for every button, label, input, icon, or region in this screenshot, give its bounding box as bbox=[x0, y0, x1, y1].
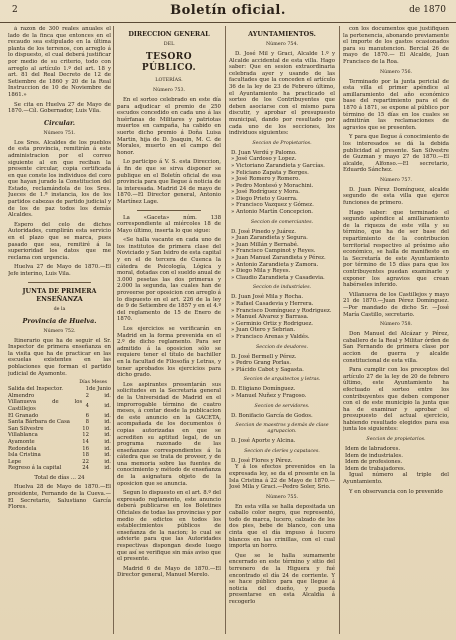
paragraph: Los ejercicios se verificarán en Madrid en la forma prevenida en el 2.º de dicho reglamento. Para ser admitido á la oposicion sólo se requiere tener el título de bachiller en la facultad de Filosofía y Letras, y tener aprobados los ejercicios para dicho grado. bbox=[117, 326, 221, 379]
paragraph: Espero del celo de dichos Autoridades, cumplirán esta servicio en el plazo que se marca, pues pasado que sea, remitiré á la superioridad los datos que me reclama con urgencia. bbox=[8, 221, 111, 261]
list-item: » Manuel Nuñez y Fragoso. bbox=[231, 392, 307, 399]
list-item: » Germinio Ortiz y Rodriguez. bbox=[231, 320, 313, 327]
name-list bbox=[229, 294, 335, 340]
paragraph: D. Juan Pérez Domínguez, alcalde segundo de esta villa que ejerce funciones de primero. bbox=[343, 186, 449, 207]
list-item: Idem de industriales. bbox=[345, 452, 403, 459]
paragraph: Se cita en Huelva 27 de Mayo de 1870.—Cíl. Gobernador, Luis Vila. bbox=[8, 101, 111, 115]
list-item: » José Cardoso y Lopez. bbox=[231, 156, 297, 163]
list-item: D. Juan Verdú y Palomo. bbox=[231, 149, 297, 156]
list-item: » Juan Zarandieta y Segura. bbox=[231, 235, 308, 242]
list-item: » Rafael Casadevia y Herrera. bbox=[231, 301, 314, 307]
column-rule bbox=[339, 26, 340, 634]
list-item: » Claudio Zarandieta y Casadevia. bbox=[231, 274, 325, 281]
column-3 bbox=[229, 26, 335, 636]
itinerary-table bbox=[8, 386, 111, 472]
page-title: Boletín oficial. bbox=[170, 3, 286, 18]
paragraph: Huelva 27 de Mayo de 1870.—El Jefe interino, Luis Vila. bbox=[8, 264, 111, 277]
paragraph: Madrid 6 de Mayo de 1870.—El Director general, Manuel Merelo. bbox=[117, 565, 221, 579]
table-row bbox=[8, 446, 111, 453]
table-cell-place: Santa Bárbara de Casa bbox=[8, 419, 70, 426]
section-subheading: LOTERÍAS. bbox=[155, 78, 183, 83]
list-item: Idem de labradores. bbox=[345, 446, 401, 453]
notice-number: Número 756. bbox=[379, 69, 413, 75]
paragraph: Que se le halla sumamente encerrado en este término y sitio del terrenero de la Higuera y fué encontrado el día 24 de corriente. Y se hace público para que llegue á noticia del dueño, y pueda presentarse en esta Alcaldía á recogerlo bbox=[229, 552, 335, 605]
list-heading: Seccion de arquitectos y letras. bbox=[243, 377, 321, 383]
list-item: » José Rodríguez y Mora. bbox=[231, 189, 300, 196]
table-cell-month: id. bbox=[104, 412, 111, 419]
notice-number: Número 757. bbox=[379, 177, 413, 183]
table-cell-place: Salida del Inspector. bbox=[8, 386, 63, 393]
list-item: » Plácido Cabot y Sagasta. bbox=[231, 366, 304, 373]
table-cell-place: Lepe bbox=[8, 458, 22, 465]
table-cell-place: El Granado bbox=[8, 412, 39, 419]
table-cell-num: 6 bbox=[85, 412, 89, 419]
divider bbox=[137, 210, 201, 211]
paragraph: Los aspirantes presentarán sus solicitudes en la Secretaría general de la Universidad de Madrid en el improrrogable término de cuatro meses, á contar desde la publicacion de este anuncio en la GACETA, acompañada de los documentos ó copias autorizadas en que se acrediten su aptitud legal, de un programa razonado de las enseñanzas correspondientes á la cátedra que se trata de proveer, y de una memoria sobre las fuentes de conocimiento y método de enseñanza de la asignatura objeto de la oposicion que se anuncia. bbox=[117, 381, 221, 487]
table-cell-month: id. bbox=[104, 425, 111, 432]
paragraph: Y para que llegue á conocimiento de los interesados se dá la debida publicidad al presente. San Silvestre de Guzman y mayo 27 de 1870.—El alcalde, Alfonso.—El secretario, Eduardo Sánchez. bbox=[343, 134, 449, 174]
table-cell-place: Isla Cristina bbox=[8, 452, 41, 459]
table-cell-month: id. bbox=[104, 419, 111, 426]
list-item: D. Bonifacio García de Godos. bbox=[231, 412, 313, 419]
name-list bbox=[229, 229, 335, 282]
section-subheading: de la bbox=[53, 306, 66, 312]
paragraph: Lo participo á V. S. esta Direccion, á fin de que se sirva disponer se publique en el Boletín oficial de esa provincia para que llegue á noticia de la interesada. Madrid 24 de mayo de 1870.—El Director general, Antonio Martínez Lage. bbox=[117, 159, 221, 205]
section-heading: TESORO PÚBLICO. bbox=[141, 52, 197, 73]
table-cell-num: 18 bbox=[82, 452, 89, 459]
column-4 bbox=[343, 26, 449, 636]
paragraph: con los documentos que justifiquen la pertenencia, abonando previamente el importe de los gastos ocasionados para su manutencion. Bercial 26 de mayo de 1870.— El Alcalde, Juan Francisco de la Roa. bbox=[343, 26, 449, 65]
section-heading: DIRECCION GENERAL bbox=[128, 30, 210, 38]
list-item: D. José Aporte y Alcina. bbox=[231, 438, 296, 445]
itinerary-total: Total de días ... 24 bbox=[34, 474, 85, 481]
list-heading: Seccion de servidores. bbox=[254, 403, 310, 409]
table-cell-num: 8 bbox=[85, 419, 89, 426]
paragraph: Y en observancia con lo prevenido bbox=[349, 488, 443, 495]
table-cell-place: Almendro bbox=[8, 392, 35, 399]
table-cell-num: 10 bbox=[82, 425, 89, 432]
table-cell-month: id. bbox=[104, 465, 111, 472]
section-subheading: Provincia de Huelva. bbox=[22, 316, 97, 325]
list-item: D. Eligiano Domínguez. bbox=[231, 386, 296, 393]
table-cell-num: 1 bbox=[85, 386, 89, 393]
list-heading: Seccion de maestros y demás de clase agrupacion. bbox=[235, 423, 329, 435]
table-cell-month: id. bbox=[104, 445, 111, 452]
paragraph: Don Manuel del Alcázar y Pérez, caballero de la Real y Militar órden de San Fernando de primera clase por accion de guerra y alcalde constitucional de esta villa. bbox=[343, 331, 449, 364]
paragraph: á razon de 300 reales anuales el lado de la finca que entonces en el recaudo sea estipulado en la última planta de los terrenos, con arreglo á lo dispuesto, el cual deberá justificar por medio de su criterio, todo con arreglo al artículo 1.º del art. 18 y art. 81 del Real Decreto de 12 de Setiembre de 1860 y 20 de la Real Instruccion de 10 de Noviembre de 1861.» bbox=[8, 26, 111, 98]
table-cell-place: San Silvestre bbox=[8, 425, 44, 432]
table-row bbox=[8, 452, 111, 459]
table-cell-month: id. bbox=[104, 402, 111, 409]
list-item: » Pedro Montesó y Morachini. bbox=[231, 182, 314, 189]
list-item: Idem de profesiones. bbox=[345, 459, 403, 466]
paragraph: En el sorteo celebrado en este día para adjudicar el premio de 250 escudos concedido en cada uno á las huérfanas de Militares y patriotas muertos en campaña, ha cabido en suerte dicho premio á Doña Luisa Martin, hija de D. Joaquin, M. C. de Morales, muerto en el campo del honor. bbox=[117, 97, 221, 156]
paragraph: Y á los efectos prevenidos en la expresada ley, se da el presente en la Isla Cristina á 22 de Mayo de 1870.—José Mila y Graci.—Pedro Soler, Srio. bbox=[229, 464, 335, 491]
table-row bbox=[8, 399, 111, 412]
paragraph: La «Gaceta» núm. 138 correspondiente al miércoles 18 de Mayo último, inserta lo que sigue: bbox=[117, 214, 221, 234]
table-cell-num: 14 bbox=[82, 438, 89, 445]
notice-number: Número 753. bbox=[152, 88, 186, 93]
list-item: Idem de trabajadores. bbox=[345, 465, 406, 472]
table-row bbox=[8, 465, 111, 472]
list-item: » José Romero y Romero. bbox=[231, 176, 301, 183]
table-cell-num: 24 bbox=[82, 465, 89, 472]
header-date: de 1870 bbox=[409, 5, 446, 15]
paragraph: Los Sres. Alcaldes de los pueblos de esta provincia, remitirán á este administracion por el correo siguiente al en que reciban la presente circular, copia certificada en que conste los individuos del coro que hayan jurado la Constitucion del Estado, reclamándola de los Sres. Jueces de 1.ª instancia, los de los partidos cabezas de partido judicial y de los de paz todos los demás Alcaldes. bbox=[8, 139, 111, 219]
notice-number: Número 751. bbox=[43, 130, 76, 136]
table-cell-month: id. bbox=[104, 438, 111, 445]
paragraph: Segun lo dispuesto en el art. 8.º del expresado reglamento, este anuncio deberá publicarse en los Boletines Oficiales de todas las provincias y por medio de edictos en todos los establecimientos públicos de enseñanza de la nacion; lo cual se advierte para que las Autoridades respectivas dispongan desde luego que así se verifique sin más aviso que el presente. bbox=[117, 490, 221, 563]
list-item: D. José Bermell y Pérez. bbox=[231, 353, 297, 360]
list-item: » Juan Manuel Zarandieta y Pérez. bbox=[231, 255, 326, 262]
table-row bbox=[8, 432, 111, 439]
list-item: » Juan Millán y Bernabé. bbox=[231, 241, 299, 248]
name-list bbox=[229, 386, 335, 399]
column-2 bbox=[117, 26, 221, 636]
column-rule bbox=[225, 26, 226, 634]
list-item: » Francisco Campinot y Reyes. bbox=[231, 248, 316, 255]
table-cell-month: id. bbox=[104, 458, 111, 465]
table-cell-place: Villanueva de los Castillejos bbox=[8, 399, 83, 412]
paragraph: Huelva 28 de Mayo de 1870.—El presidente, Fernando de la Cueva.—El Secretario, Salustiano García Flores. bbox=[8, 484, 111, 511]
name-list bbox=[229, 354, 335, 374]
list-item: » Francisco Domínguez y Rodriguez. bbox=[231, 307, 332, 314]
paragraph: «Se halla vacante en cada uno de los institutos de primera clase del Noviciado y San Isidro de esta capital y en el de tercera de Cuenca la cátedra de Psicología, Lógica y moral, dotadas con el sueldo anual de 3.000 pesetas las dos primeras y 2.000 la segunda, las cuales han de proveerse por oposicion con arreglo á lo dispuesto en el art. 226 de la ley de 9 de Setiembre de 1857 y en el 4.º del reglamento de 15 de Enero de 1870. bbox=[117, 237, 221, 323]
notice-number: Número 754. bbox=[265, 42, 299, 47]
paragraph: Para cumplir con los preceptos del artículo 27 de la ley de 20 de febrero último, este Ayuntamiento ha efectuado el sorteo entre los contribuyentes que deben componer con el de este municipio la junta que ha de examinar y aprobar el presupuesto del actual ejercicio, habiendo resultado elegidos para esa junta los siguientes: bbox=[343, 367, 449, 433]
table-cell-num: 4 bbox=[85, 402, 89, 409]
list-item: D. José Pinedo y Juárez. bbox=[231, 228, 296, 235]
paragraph: En esta villa se halla depositada un caballo color negro, que representó, todo de marca, lucero, calzado de los dos pies, bebe de blanco, con una cinta que el día impuso á lucero blancos en las crinillas, con el cual importa un horro. bbox=[229, 503, 335, 550]
table-row bbox=[8, 426, 111, 433]
list-item: D. José Flores y Pérez. bbox=[231, 457, 293, 464]
table-row bbox=[8, 386, 111, 393]
name-list bbox=[343, 446, 449, 472]
table-cell-month: id. bbox=[104, 452, 111, 459]
table-cell-num: 22 bbox=[82, 458, 89, 465]
list-item: » Francisco Arenas y Valdés. bbox=[231, 333, 310, 340]
notice-number: Número 755. bbox=[265, 494, 299, 500]
list-heading: Seccion de deudores. bbox=[255, 344, 309, 350]
table-cell-month: id. bbox=[104, 432, 111, 439]
name-list bbox=[229, 413, 335, 420]
section-subheading: DEL bbox=[163, 42, 175, 47]
list-heading: Seccion de propietarios. bbox=[366, 437, 426, 443]
list-item: » Juan Otero y Sebrian. bbox=[231, 327, 296, 334]
list-item: » Feliciano Zapata y Borges. bbox=[231, 169, 309, 176]
table-cell-place: Ayamonte bbox=[8, 438, 35, 445]
table-cell-month: de Junio bbox=[88, 386, 111, 393]
page-header bbox=[0, 0, 456, 23]
paragraph: Itinerario que ha de seguir el Sr. Inspector de primera enseñanza en la visita que ha de practicar en las escuelas existentes en las poblaciones que forman el partido judicial de Ayamonte. bbox=[8, 337, 111, 377]
list-item: » Antonio Martín Concepcion. bbox=[231, 209, 314, 216]
section-heading: JUNTA DE PRIMERA ENSEÑANZA bbox=[22, 286, 97, 303]
section-heading: AYUNTAMIENTOS. bbox=[248, 30, 316, 38]
column-1 bbox=[8, 26, 111, 636]
table-cell-place: Redondela bbox=[8, 445, 37, 452]
list-item: » Manuel Alvarez y Barrasa. bbox=[231, 314, 309, 321]
list-heading: Seccion de comerciantes. bbox=[250, 219, 314, 225]
table-header: Días Meses bbox=[79, 380, 107, 386]
list-item: » Diego Mila y Reyes. bbox=[231, 268, 291, 275]
paragraph: Hago saber: que terminado el segundo apéndice al amillaramiento de la riqueza de este villa y su término, que ha de ser base del repartimiento de la contribucion territorial respectivo al próximo año económico, se halla de manifiesto en la Secretaría de este Ayuntamiento por término de 15 días para que los contribuyentes puedan examinarle y exponer los agravios que crean habérseles inferido. bbox=[343, 209, 449, 289]
list-item: » Diego Prieto y Guerra. bbox=[231, 195, 298, 202]
table-cell-place: Villablanca bbox=[8, 432, 38, 439]
list-item: D. Juan José Mila y Rocha. bbox=[231, 294, 304, 301]
section-heading: Circular. bbox=[44, 118, 75, 127]
table-cell-num: 12 bbox=[82, 432, 89, 439]
name-list bbox=[229, 150, 335, 216]
paragraph: Terminado por la junta pericial de esta villa el primer apéndice al amillaramiento del año económico base del repartimiento para el de 1870 á 1871, se expone al público por término de 15 días en los cuales se admitirán las reclamaciones de agravios que se presenten. bbox=[343, 78, 449, 131]
notice-number: Número 758. bbox=[379, 322, 413, 328]
table-row bbox=[8, 439, 111, 446]
list-item: » Francisco Vazquez y Gómez. bbox=[231, 202, 314, 209]
notice-number: Número 752. bbox=[43, 328, 76, 334]
table-cell-month: id. bbox=[104, 392, 111, 399]
list-heading: Seccion de industriales. bbox=[252, 285, 312, 291]
page-number: 2 bbox=[12, 5, 18, 15]
table-cell-num: 16 bbox=[82, 445, 89, 452]
table-row bbox=[8, 419, 111, 426]
list-heading: Seccion de cleríes y capataces. bbox=[244, 448, 320, 454]
name-list bbox=[229, 438, 335, 445]
table-cell-place: Regreso á la capital bbox=[8, 465, 62, 472]
table-row bbox=[8, 393, 111, 400]
divider bbox=[28, 282, 91, 283]
table-cell-num: 2 bbox=[85, 392, 89, 399]
column-rule bbox=[113, 26, 114, 634]
list-heading: Seccion de Propietarios. bbox=[252, 140, 312, 146]
paragraph: Igual número al triple del Ayuntamiento. bbox=[343, 472, 449, 486]
list-item: » Antonio Zarandieta y Zamora. bbox=[231, 261, 319, 268]
paragraph: D. José Mil y Graci, Alcalde 1.º y Alcalde accidental de esta villa. Hago saber: Que en sesion extraordinaria celebrada ayer y usando de las facultades que la conceden el artículo 36 de la ley de 23 de Febrero último, el Ayuntamiento ha practicado el sorteo de los Contribuyentes que deben asociarse con el mismo para discutir, y aprobar el presupuesto municipal, dando por resultado por cada uno de los secciones, los individuos siguientes: bbox=[229, 51, 335, 137]
list-item: » Victoriano Zarandieta y Garcías. bbox=[231, 162, 325, 169]
list-item: » Pedro Grang Porlas. bbox=[231, 360, 291, 367]
paragraph: Villanueva de los Castillejos y mayo 21 de 1870.—Juan Pérez Domínguez.—Por mandado de dicho Sr. —José María Castillo, secretario. bbox=[343, 291, 449, 318]
